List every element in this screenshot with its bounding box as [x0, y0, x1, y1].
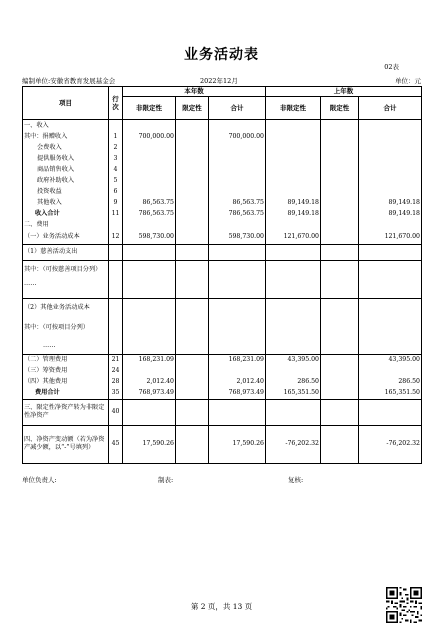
current-total [209, 280, 266, 298]
table-row [23, 377, 422, 388]
current-unrestricted [123, 260, 176, 280]
table-row [23, 260, 422, 280]
prior-restricted [321, 260, 359, 280]
header-item: 项目 [23, 87, 109, 120]
activity-statement-table [22, 86, 422, 464]
row-item: 二、费用 [23, 219, 109, 230]
current-unrestricted: 598,730.00 [123, 230, 176, 244]
prior-unrestricted [266, 399, 321, 425]
prior-total [359, 244, 422, 260]
prior-unrestricted: -76,202.32 [266, 425, 321, 463]
row-number: 28 [109, 377, 123, 388]
table-row [23, 186, 422, 197]
prior-unrestricted [266, 120, 321, 132]
current-restricted [176, 197, 209, 208]
row-item: （1）慈善活动支出 [23, 244, 109, 260]
row-number [109, 260, 123, 280]
prior-unrestricted: 43,395.00 [266, 354, 321, 366]
prior-unrestricted [266, 186, 321, 197]
row-item: 投资收益 [23, 186, 109, 197]
prior-total: 89,149.18 [359, 208, 422, 219]
current-restricted [176, 244, 209, 260]
prior-total [359, 175, 422, 186]
row-number [109, 338, 123, 354]
row-number: 45 [109, 425, 123, 463]
table-row [23, 280, 422, 298]
current-unrestricted [123, 153, 176, 164]
current-unrestricted [123, 366, 176, 377]
current-total [209, 219, 266, 230]
organization-name: 编制单位:安徽省教育发展基金会 [22, 77, 116, 85]
prior-unrestricted [266, 280, 321, 298]
current-total: 768,973.49 [209, 388, 266, 400]
current-total [209, 298, 266, 318]
current-unrestricted [123, 318, 176, 338]
row-item: （一）业务活动成本 [23, 230, 109, 244]
current-restricted [176, 164, 209, 175]
row-item: 会费收入 [23, 142, 109, 153]
prior-total: 43,395.00 [359, 354, 422, 366]
row-item: …… [23, 338, 109, 354]
table-row [23, 142, 422, 153]
report-meta-line [22, 76, 421, 86]
current-total: 700,000.00 [209, 131, 266, 142]
signature-preparer: 制表: [158, 476, 174, 484]
row-item: 其他收入 [23, 197, 109, 208]
current-unrestricted [123, 186, 176, 197]
prior-restricted [321, 366, 359, 377]
prior-total [359, 186, 422, 197]
prior-unrestricted: 286.50 [266, 377, 321, 388]
header-current-total: 合计 [209, 97, 266, 120]
prior-total [359, 131, 422, 142]
row-item: 费用合计 [23, 388, 109, 400]
row-number: 21 [109, 354, 123, 366]
header-prior-restricted: 限定性 [321, 97, 359, 120]
current-restricted [176, 230, 209, 244]
current-total: 598,730.00 [209, 230, 266, 244]
current-total [209, 175, 266, 186]
current-total [209, 120, 266, 132]
row-number: 24 [109, 366, 123, 377]
row-number [109, 280, 123, 298]
row-number: 11 [109, 208, 123, 219]
prior-total [359, 280, 422, 298]
current-restricted [176, 318, 209, 338]
prior-total [359, 318, 422, 338]
prior-unrestricted [266, 260, 321, 280]
row-number: 2 [109, 142, 123, 153]
current-total [209, 153, 266, 164]
prior-unrestricted [266, 164, 321, 175]
current-unrestricted: 768,973.49 [123, 388, 176, 400]
prior-restricted [321, 230, 359, 244]
prior-restricted [321, 142, 359, 153]
prior-unrestricted: 89,149.18 [266, 208, 321, 219]
current-restricted [176, 142, 209, 153]
report-title: 业务活动表 [184, 47, 259, 63]
currency-unit: 单位：元 [395, 77, 421, 85]
prior-unrestricted [266, 153, 321, 164]
table-row [23, 388, 422, 400]
row-item: 其中：（可按项目分列） [23, 318, 109, 338]
table-row [23, 338, 422, 354]
current-restricted [176, 175, 209, 186]
row-number: 9 [109, 197, 123, 208]
current-unrestricted [123, 244, 176, 260]
table-row [23, 425, 422, 463]
prior-restricted [321, 388, 359, 400]
prior-restricted [321, 197, 359, 208]
current-total [209, 186, 266, 197]
prior-unrestricted: 121,670.00 [266, 230, 321, 244]
current-unrestricted: 168,231.09 [123, 354, 176, 366]
current-total: 17,590.26 [209, 425, 266, 463]
row-number [109, 298, 123, 318]
current-unrestricted [123, 120, 176, 132]
prior-total: 165,351.50 [359, 388, 422, 400]
prior-restricted [321, 377, 359, 388]
prior-restricted [321, 244, 359, 260]
current-unrestricted: 700,000.00 [123, 131, 176, 142]
header-current-year: 本年数 [123, 87, 266, 97]
row-number: 4 [109, 164, 123, 175]
row-item: 政府补助收入 [23, 175, 109, 186]
table-row [23, 219, 422, 230]
row-item: （二）管理费用 [23, 354, 109, 366]
prior-total [359, 399, 422, 425]
row-number: 1 [109, 131, 123, 142]
row-item: （四）其他费用 [23, 377, 109, 388]
table-row [23, 175, 422, 186]
header-prior-year: 上年数 [266, 87, 422, 97]
prior-total [359, 153, 422, 164]
prior-restricted [321, 208, 359, 219]
prior-restricted [321, 338, 359, 354]
prior-restricted [321, 131, 359, 142]
current-total: 2,012.40 [209, 377, 266, 388]
header-current-unrestricted: 非限定性 [123, 97, 176, 120]
current-unrestricted [123, 219, 176, 230]
form-number: 02表 [384, 63, 399, 71]
table-row [23, 354, 422, 366]
prior-unrestricted [266, 338, 321, 354]
prior-unrestricted [266, 131, 321, 142]
prior-total: 121,670.00 [359, 230, 422, 244]
header-prior-unrestricted: 非限定性 [266, 97, 321, 120]
current-total [209, 260, 266, 280]
row-number: 5 [109, 175, 123, 186]
prior-restricted [321, 164, 359, 175]
row-number: 12 [109, 230, 123, 244]
current-restricted [176, 260, 209, 280]
current-total [209, 399, 266, 425]
row-number: 3 [109, 153, 123, 164]
prior-restricted [321, 120, 359, 132]
table-row [23, 318, 422, 338]
current-unrestricted [123, 164, 176, 175]
prior-unrestricted: 165,351.50 [266, 388, 321, 400]
current-restricted [176, 399, 209, 425]
prior-unrestricted [266, 142, 321, 153]
row-item: （2）其他业务活动成本 [23, 298, 109, 318]
prior-unrestricted [266, 366, 321, 377]
row-item: 一、收入 [23, 120, 109, 132]
current-total: 786,563.75 [209, 208, 266, 219]
row-item: 提供服务收入 [23, 153, 109, 164]
current-restricted [176, 377, 209, 388]
report-period: 2022年12月 [200, 77, 238, 85]
prior-unrestricted: 89,149.18 [266, 197, 321, 208]
current-restricted [176, 219, 209, 230]
current-unrestricted [123, 175, 176, 186]
current-restricted [176, 280, 209, 298]
prior-restricted [321, 298, 359, 318]
prior-total [359, 219, 422, 230]
current-total: 86,563.75 [209, 197, 266, 208]
current-restricted [176, 388, 209, 400]
prior-total [359, 298, 422, 318]
current-restricted [176, 425, 209, 463]
current-restricted [176, 366, 209, 377]
row-item: 商品销售收入 [23, 164, 109, 175]
current-restricted [176, 208, 209, 219]
prior-total [359, 366, 422, 377]
row-item: （三）筹资费用 [23, 366, 109, 377]
table-row [23, 120, 422, 132]
current-total [209, 318, 266, 338]
table-row [23, 298, 422, 318]
row-number [109, 244, 123, 260]
current-restricted [176, 153, 209, 164]
row-item: 四、净资产变动额（若为净资产减少额，以“-”号填列） [23, 425, 109, 463]
prior-total: -76,202.32 [359, 425, 422, 463]
row-item: 收入合计 [23, 208, 109, 219]
prior-total [359, 338, 422, 354]
prior-restricted [321, 425, 359, 463]
current-total [209, 244, 266, 260]
prior-total [359, 260, 422, 280]
current-unrestricted: 17,590.26 [123, 425, 176, 463]
prior-total [359, 120, 422, 132]
prior-restricted [321, 318, 359, 338]
prior-restricted [321, 399, 359, 425]
row-number: 6 [109, 186, 123, 197]
current-total [209, 164, 266, 175]
current-unrestricted [123, 338, 176, 354]
table-row [23, 244, 422, 260]
page-number: 第 2 页，共 13 页 [190, 602, 253, 611]
prior-restricted [321, 186, 359, 197]
signature-head: 单位负责人: [22, 476, 57, 484]
current-restricted [176, 338, 209, 354]
table-row [23, 164, 422, 175]
table-row [23, 399, 422, 425]
prior-total [359, 164, 422, 175]
row-item: 其中：捐赠收入 [23, 131, 109, 142]
current-restricted [176, 298, 209, 318]
current-unrestricted [123, 280, 176, 298]
signature-line [22, 475, 421, 485]
signature-reviewer: 复核: [288, 476, 304, 484]
row-item: …… [23, 280, 109, 298]
current-restricted [176, 186, 209, 197]
current-unrestricted [123, 399, 176, 425]
qr-code-image [386, 587, 422, 623]
table-row [23, 366, 422, 377]
header-current-restricted: 限定性 [176, 97, 209, 120]
prior-restricted [321, 153, 359, 164]
prior-total: 89,149.18 [359, 197, 422, 208]
prior-restricted [321, 354, 359, 366]
prior-unrestricted [266, 244, 321, 260]
header-row-no: 行次 [109, 87, 123, 120]
table-row [23, 197, 422, 208]
current-unrestricted [123, 142, 176, 153]
row-item: 其中：（可按慈善项目分列） [23, 260, 109, 280]
prior-total [359, 142, 422, 153]
table-row [23, 131, 422, 142]
current-total [209, 366, 266, 377]
current-restricted [176, 131, 209, 142]
prior-unrestricted [266, 175, 321, 186]
prior-total: 286.50 [359, 377, 422, 388]
row-item: 三、限定性净资产转为非限定性净资产 [23, 399, 109, 425]
prior-restricted [321, 219, 359, 230]
current-restricted [176, 354, 209, 366]
header-prior-total: 合计 [359, 97, 422, 120]
current-restricted [176, 120, 209, 132]
prior-restricted [321, 175, 359, 186]
table-row [23, 208, 422, 219]
table-row [23, 153, 422, 164]
current-total [209, 338, 266, 354]
row-number [109, 318, 123, 338]
row-number [109, 120, 123, 132]
prior-unrestricted [266, 298, 321, 318]
prior-unrestricted [266, 219, 321, 230]
current-total: 168,231.09 [209, 354, 266, 366]
current-unrestricted: 86,563.75 [123, 197, 176, 208]
row-number: 35 [109, 388, 123, 400]
table-row [23, 230, 422, 244]
current-total [209, 142, 266, 153]
row-number [109, 219, 123, 230]
prior-restricted [321, 280, 359, 298]
row-number: 40 [109, 399, 123, 425]
current-unrestricted: 786,563.75 [123, 208, 176, 219]
current-unrestricted: 2,012.40 [123, 377, 176, 388]
prior-unrestricted [266, 318, 321, 338]
current-unrestricted [123, 298, 176, 318]
